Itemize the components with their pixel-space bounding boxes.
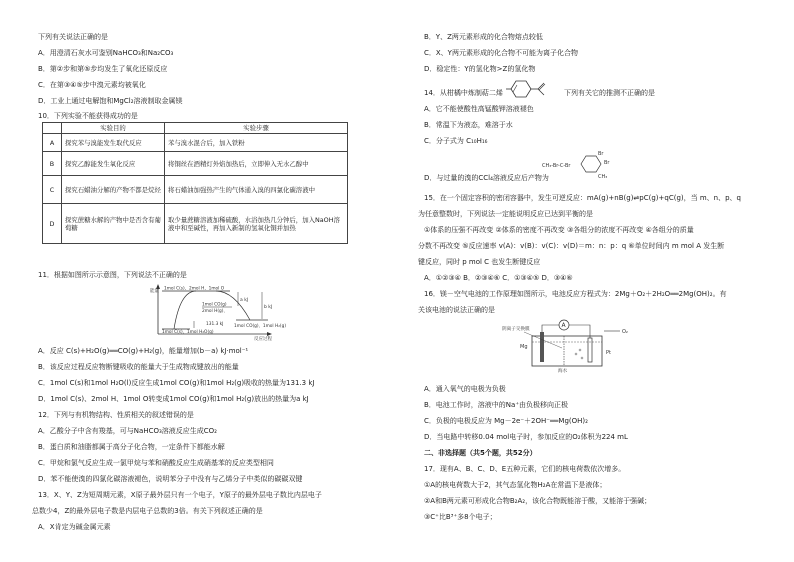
bubble — [575, 353, 577, 355]
q17-stem: 17．现有A、B、C、D、E五种元素，它们的核电荷数依次增多。 — [424, 465, 626, 473]
label-a: a kJ — [240, 298, 249, 303]
q16-stem-line1: 16．镁－空气电池的工作原理如图所示，电池反应方程式为：2Mg＋O₂＋2H₂O══2Mg(OH)₂。有 — [424, 290, 727, 298]
q16-option-c: C．负极的电极反应为 Mg－2e⁻＋2OH⁻══Mg(OH)₂ — [424, 417, 588, 425]
q13-option-c: C．X、Y两元素形成的化合物不可能为离子化合物 — [424, 49, 578, 57]
ring-double-bond — [513, 85, 517, 92]
q13-stem-line2: 总数少4，Z的最外层电子数是内层电子总数的3倍。有关下列叙述正确的是 — [32, 507, 263, 515]
level-h-label: 2mol H(g)、 — [202, 309, 228, 314]
table-cell: 探究苯与溴能发生取代反应 — [62, 134, 165, 152]
energy-diagram — [150, 282, 300, 342]
table-cell: 将石蜡油加强热产生的气体通入溴的四氯化碳溶液中 — [165, 176, 348, 204]
q12-option-a: A．乙酸分子中含有羧基，可与NaHCO₃溶液反应生成CO₂ — [38, 427, 217, 435]
q11-stem: 11．根据如图所示示意图，下列说法不正确的是 — [38, 271, 187, 279]
bubble — [579, 349, 581, 351]
q15-conditions-line1: ①体系的压强不再改变 ②体系的密度不再改变 ③各组分的浓度不再改变 ④各组分的质量 — [424, 226, 694, 234]
level-products-label: 1mol CO(g)、1mol H₂(g) — [234, 324, 287, 329]
q12-option-d: D．苯不能使溴的四氯化碳溶液褪色，说明苯分子中没有与乙烯分子中类似的碳碳双键 — [38, 475, 303, 483]
q9-option-d: D．工业上通过电解饱和MgCl₂溶液制取金属镁 — [38, 97, 183, 105]
process-axis-arrow — [267, 332, 272, 336]
q16-option-a: A．通入氧气的电极为负极 — [424, 385, 506, 393]
table-cell: 取少量蔗糖溶液加稀硫酸，水浴加热几分钟后，加入NaOH溶液中和至碱性，再加入新制的氢氧化铜并加热 — [165, 204, 348, 244]
q17-clue-2: ②A和B两元素可形成化合物B₂A₂，该化合物既能溶于酸，又能溶于强碱； — [424, 497, 652, 505]
pt-electrode — [588, 338, 592, 362]
table-header-row — [43, 123, 348, 134]
product-br-right: Br — [604, 160, 610, 166]
membrane-label: 阴离子交换膜 — [502, 327, 530, 332]
q12-option-b: B．蛋白质和油脂都属于高分子化合物，一定条件下都能水解 — [38, 443, 225, 451]
level-reactants-label: 1mol C(s)、1mol H₂O(g) — [162, 330, 214, 335]
q10-stem: 10．下列实验不能获得成功的是 — [38, 112, 138, 120]
ring-shape — [511, 81, 531, 97]
bromo-product-structure — [542, 148, 632, 180]
q15-stem-line1: 15．在一个固定容积的密闭容器中，发生可逆反应：mA(g)+nB(g)⇌pC(g)+qC(g)，当 m、n、p、q — [424, 194, 741, 202]
table-cell: D — [43, 204, 62, 244]
q12-stem: 12．下列与有机物结构、性质相关的叙述错误的是 — [38, 411, 194, 419]
q11-option-c: C．1mol C(s)和1mol H₂O(l)反应生成1mol CO(g)和1mol H₂(g)吸收的热量为131.3 kJ — [38, 379, 315, 387]
section-heading: 二、非选择题（共5个题，共52分） — [424, 449, 537, 457]
product-ch3: CH₃ — [598, 174, 608, 180]
mg-label: Mg — [520, 344, 528, 350]
pt-label: Pt — [606, 350, 611, 356]
q15-options: A．①②③④ B．②③④⑥ C．①③④⑤ D．③④⑥ — [424, 274, 573, 282]
table-header-cell: 实验步骤 — [165, 123, 348, 134]
q14-stem: 14．从柑橘中炼制萜二烯 — [424, 89, 503, 97]
energy-axis-label: 能量 — [150, 289, 159, 294]
q13-option-d: D．稳定性：Y的氢化物>Z的氢化物 — [424, 65, 536, 73]
q15-conditions-line2: 分数不再改变 ⑤反应速率 v(A)：v(B)：v(C)：v(D)＝m：n：p：q ⑥单位时间内 m mol A 发生断 — [418, 242, 725, 250]
q11-option-d: D．1mol C(s)、2mol H、1mol O转变成1mol CO(g)和1mol H₂(g)放出的热量为a kJ — [38, 395, 309, 403]
mg-air-cell-diagram — [502, 318, 632, 372]
level-co-label: 1mol CO(g) — [202, 302, 227, 308]
table-cell: 探究石蜡油分解的产物不都是烷烃 — [62, 176, 165, 204]
q12-option-c: C．甲烷和氯气反应生成一氯甲烷与苯和硝酸反应生成硝基苯的反应类型相同 — [38, 459, 274, 467]
seawater-label: 海水 — [558, 369, 568, 374]
energy-curve-up — [174, 291, 196, 329]
q14-option-b: B．常温下为液态，难溶于水 — [424, 121, 513, 129]
process-axis-label: 反应过程 — [254, 337, 272, 342]
q9-option-b: B．第②步和第⑤步均发生了氧化还原反应 — [38, 65, 168, 73]
table-header-cell: 实验目的 — [62, 123, 165, 134]
limonene-structure — [506, 78, 556, 100]
product-left-group: CH₃-Br-C-Br — [542, 163, 571, 169]
q16-stem-line2: 关该电池的说法正确的是 — [418, 306, 495, 314]
table-cell: C — [43, 176, 62, 204]
q14-option-c: C．分子式为 C₁₀H₁₆ — [424, 137, 488, 145]
q14-option-d: D．与过量的溴的CCl₄溶液反应后产物为 — [424, 174, 549, 182]
table-cell: A — [43, 134, 62, 152]
table-header-cell — [43, 123, 62, 134]
table-row — [43, 176, 348, 204]
table-cell: 探究蔗糖水解的产物中是否含有葡萄糖 — [62, 204, 165, 244]
q17-clue-1: ①A的核电荷数大于2，其气态氢化物H₂A在常温下是液体； — [424, 481, 607, 489]
left-column — [30, 0, 380, 562]
table-cell: B — [43, 152, 62, 176]
q16-option-d: D．当电路中转移0.04 mol电子时，参加反应的O₂体积为224 mL — [424, 433, 628, 441]
label-c: 131.3 kJ — [206, 322, 224, 327]
q16-option-b: B．电池工作时，溶液中的Na⁺由负极移向正极 — [424, 401, 569, 409]
q13-option-a: A．X肯定为碱金属元素 — [38, 523, 111, 531]
q11-option-a: A．反应 C(s)+H₂O(g)══CO(g)+H₂(g)，能量增加(b－a) kJ·mol⁻¹ — [38, 347, 249, 355]
table-row — [43, 134, 348, 152]
q14-stem-end: 下列有关它的推测不正确的是 — [564, 89, 655, 97]
product-ring — [581, 156, 601, 172]
table-cell: 探究乙醇能发生氧化反应 — [62, 152, 165, 176]
q13-stem-line1: 13．X、Y、Z为短周期元素，X原子最外层只有一个电子，Y原子的最外层电子数比内层电子 — [38, 491, 322, 499]
table-cell: 苯与溴水混合后，加入铁粉 — [165, 134, 348, 152]
q15-conditions-line3: 键反应，同时 p mol C 也发生断键反应 — [418, 258, 541, 266]
label-b: b kJ — [264, 305, 273, 310]
q9-option-a: A．用澄清石灰水可鉴别NaHCO₃和Na₂CO₃ — [38, 49, 174, 57]
q15-stem-line2: 为任意整数时，下列说法一定能说明反应已达到平衡的是 — [418, 210, 593, 218]
table-row — [43, 204, 348, 244]
q14-option-a: A．它不能使酸性高锰酸钾溶液褪色 — [424, 105, 534, 113]
table-cell: 将铜丝在酒精灯外焰加热后，立即伸入无水乙醇中 — [165, 152, 348, 176]
level-atoms-label: 1mol C(s)、2mol H、1mol O — [164, 286, 225, 292]
q17-clue-3: ③C⁺比B³⁺多8个电子； — [424, 513, 497, 521]
product-br-top: Br — [598, 151, 604, 157]
mg-electrode — [540, 332, 544, 362]
q11-option-b: B．该反应过程反应物断键吸收的能量大于生成物成键放出的能量 — [38, 363, 239, 371]
q9-stem: 下列有关说法正确的是 — [38, 33, 108, 41]
methyl2-bond — [538, 89, 544, 95]
ammeter-label: A — [561, 322, 566, 329]
o2-label: O₂ — [622, 329, 628, 335]
bubble — [581, 357, 583, 359]
q13-option-b: B．Y、Z两元素形成的化合物熔点较低 — [424, 33, 543, 41]
experiment-table — [42, 122, 348, 244]
right-column — [418, 0, 768, 562]
q9-option-c: C．在第③④⑤步中溴元素均被氧化 — [38, 81, 146, 89]
table-row — [43, 152, 348, 176]
